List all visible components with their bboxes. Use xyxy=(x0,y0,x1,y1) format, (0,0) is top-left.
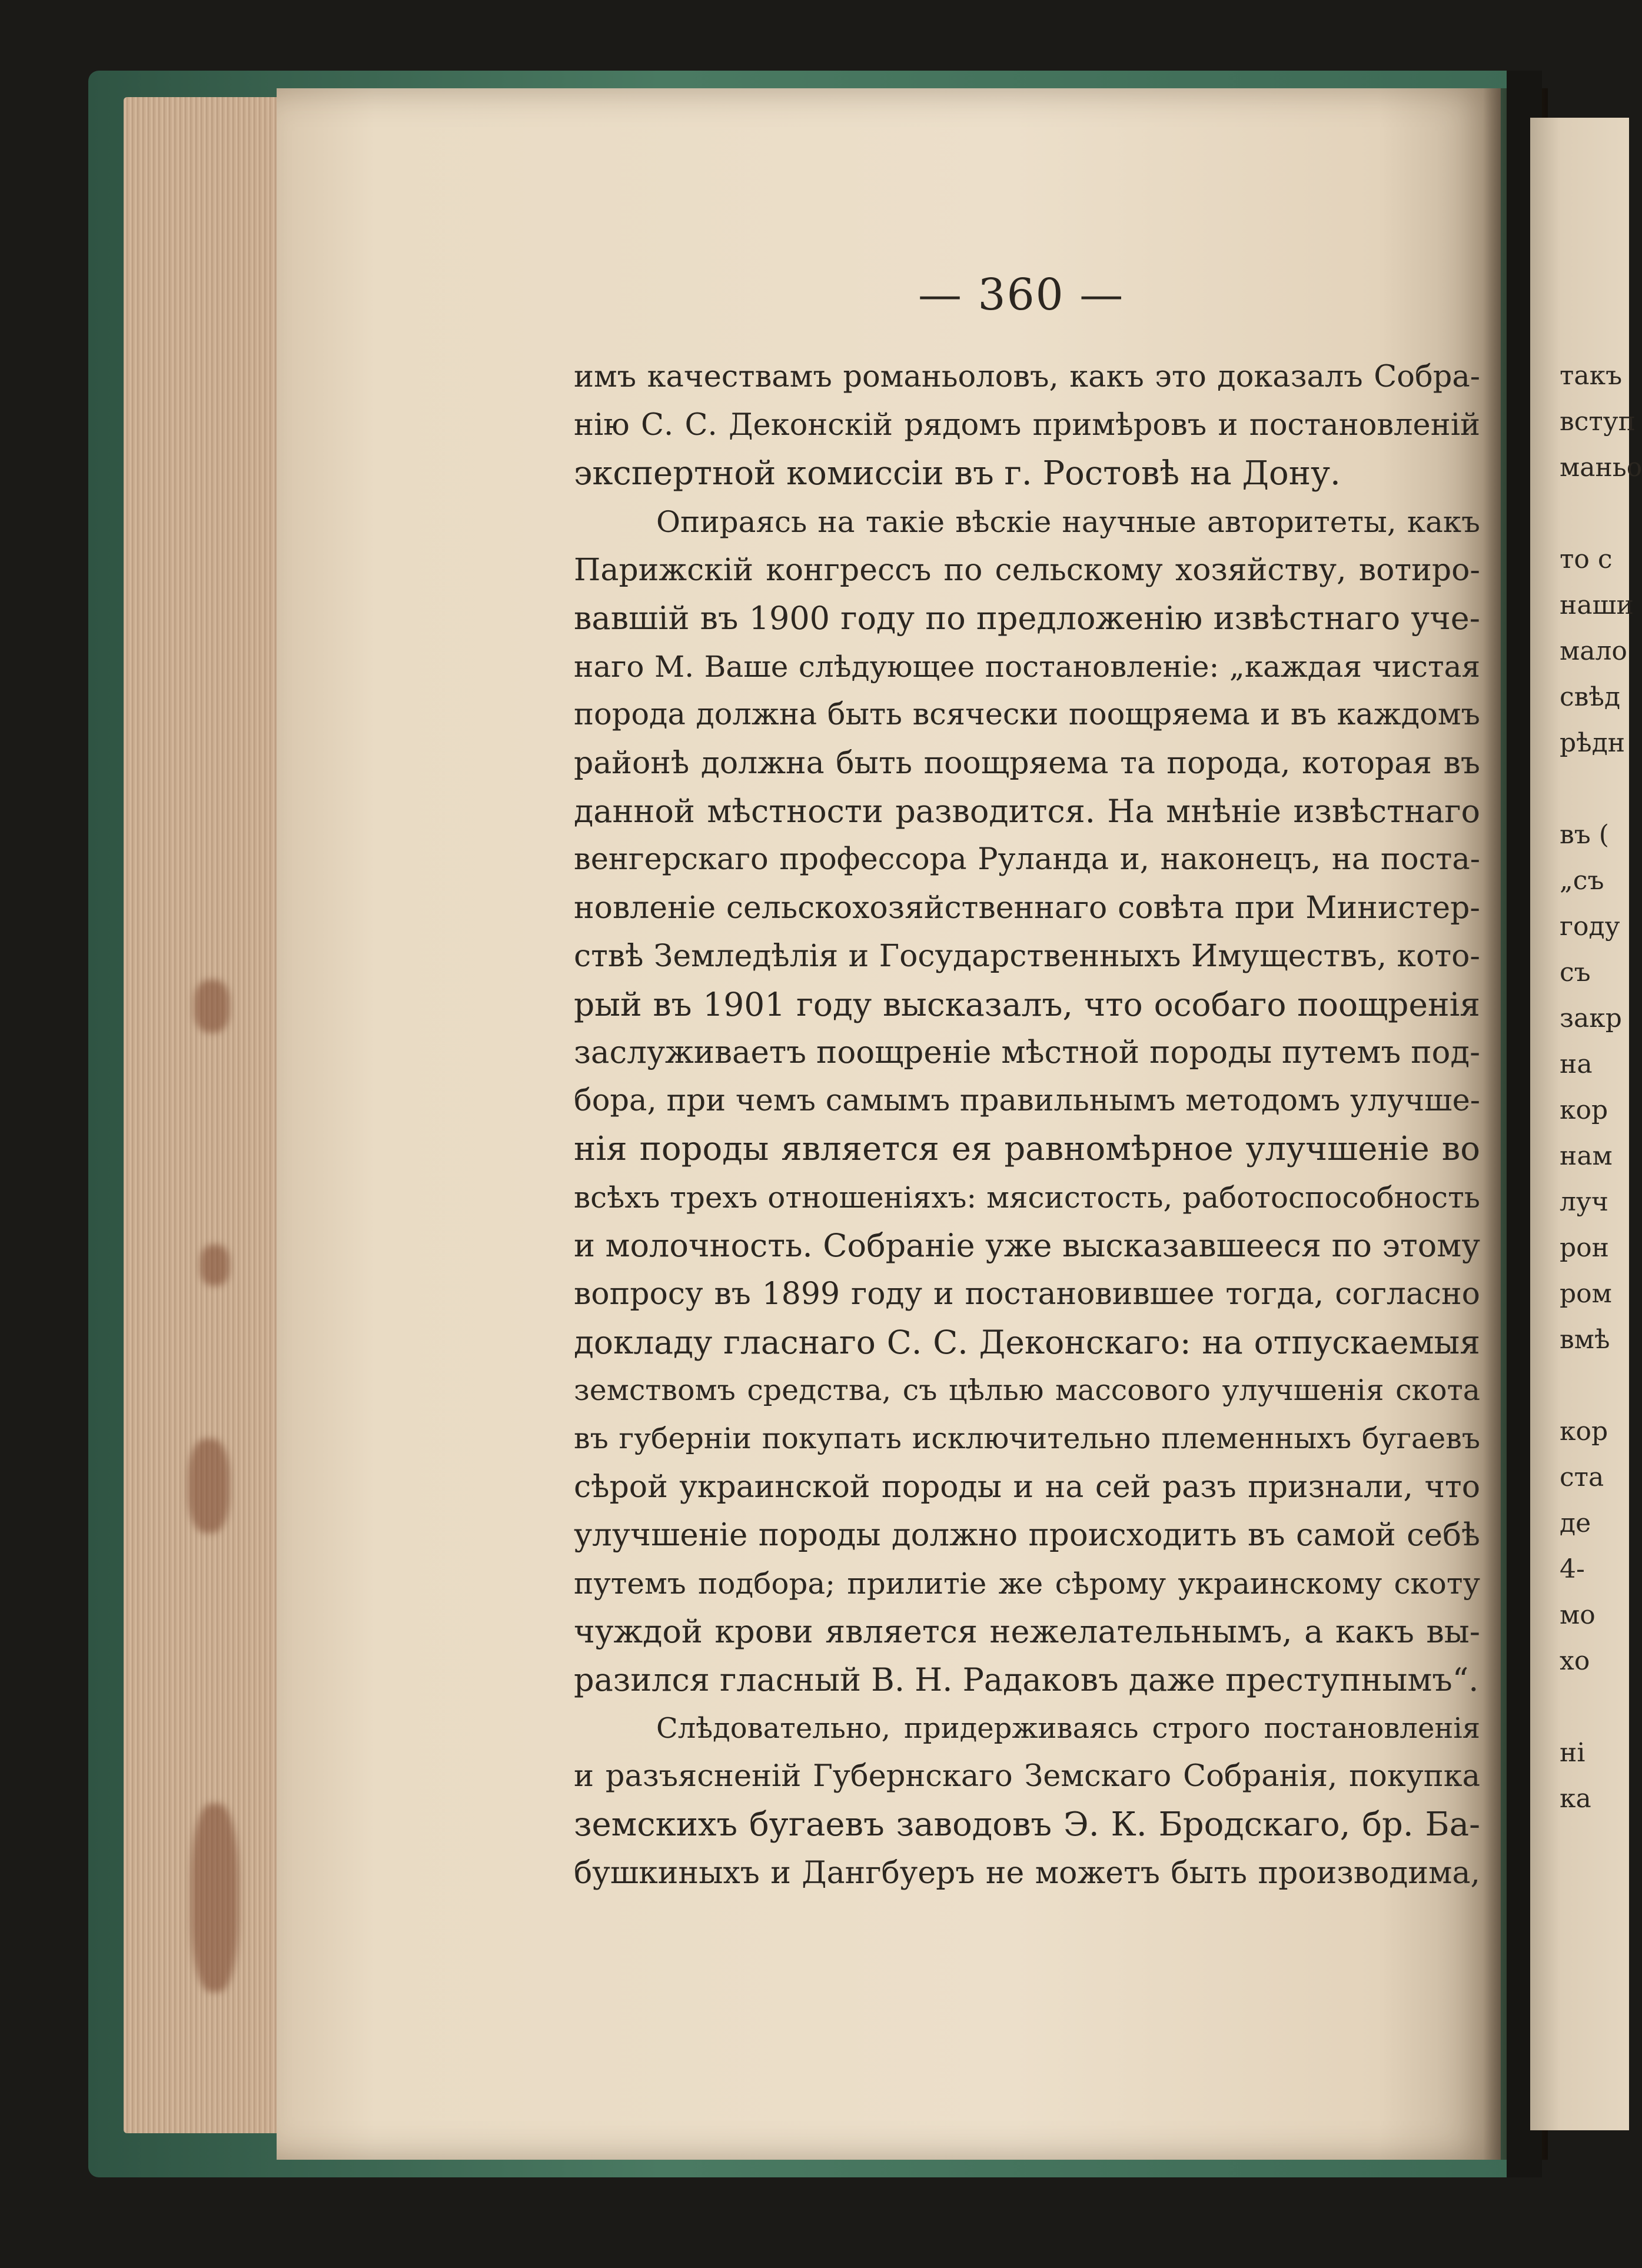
facing-page-line-fragment xyxy=(1560,1363,1629,1409)
text-line: венгерскаго профессора Руланда и, наконецъ, на поста- xyxy=(574,842,1480,877)
text-line: бора, при чемъ самымъ правильнымъ методомъ улучше- xyxy=(574,1083,1480,1118)
text-line: бушкиныхъ и Дангбуеръ не можетъ быть производима, xyxy=(574,1855,1480,1891)
facing-page-line-fragment: рон xyxy=(1560,1233,1609,1263)
facing-page-line-fragment: году xyxy=(1560,912,1620,942)
text-line: районѣ должна быть поощряема та порода, которая въ xyxy=(574,746,1480,781)
text-line: данной мѣстности разводится. На мнѣніе извѣстнаго xyxy=(574,793,1480,830)
facing-page-line-fragment: наши xyxy=(1560,590,1634,620)
text-line: вопросу въ 1899 году и постановившее тогда, согласно xyxy=(574,1276,1480,1312)
text-line: заслуживаетъ поощреніе мѣстной породы путемъ под- xyxy=(574,1035,1480,1070)
edge-stain xyxy=(200,1245,230,1286)
facing-page-line-fragment: маньо xyxy=(1560,453,1642,483)
text-line: сѣрой украинской породы и на сей разъ признали, что xyxy=(574,1469,1480,1505)
facing-page-line-fragment: закр xyxy=(1560,1003,1622,1033)
text-line: и молочность. Собраніе уже высказавшееся по этому xyxy=(574,1227,1480,1264)
facing-page-line-fragment: нам xyxy=(1560,1141,1613,1171)
text-line: докладу гласнаго С. С. Деконскаго: на отпускаемыя xyxy=(574,1323,1480,1361)
text-line: земскихъ бугаевъ заводовъ Э. К. Бродскаго, бр. Ба- xyxy=(574,1805,1480,1844)
facing-page-line-fragment: вмѣ xyxy=(1560,1325,1610,1355)
text-line: Парижскій конгрессъ по сельскому хозяйству, вотиро- xyxy=(574,553,1480,588)
facing-page-line-fragment: луч xyxy=(1560,1187,1608,1217)
page-number: — 360 — xyxy=(918,270,1125,320)
text-line: порода должна быть всячески поощряема и въ каждомъ xyxy=(574,697,1480,732)
text-line: въ губерніи покупать исключительно племенныхъ бугаевъ xyxy=(574,1422,1480,1455)
text-line: новленіе сельскохозяйственнаго совѣта при Министер- xyxy=(574,890,1480,926)
facing-page-line-fragment: ні xyxy=(1560,1738,1586,1768)
facing-page-line-fragment: вступ xyxy=(1560,407,1636,437)
edge-stain xyxy=(191,1804,238,1992)
facing-page-line-fragment: де xyxy=(1560,1508,1591,1538)
facing-page-line-fragment: 4- xyxy=(1560,1554,1585,1584)
text-line: чуждой крови является нежелательнымъ, а какъ вы- xyxy=(574,1613,1480,1650)
facing-page-line-fragment: ка xyxy=(1560,1784,1591,1814)
facing-page-line-fragment: свѣд xyxy=(1560,682,1621,712)
facing-page-line-fragment: мало xyxy=(1560,636,1627,666)
facing-page-line-fragment xyxy=(1560,491,1629,537)
facing-page-line-fragment xyxy=(1560,766,1629,812)
facing-page-line-fragment: то с xyxy=(1560,544,1613,574)
text-line: нія породы является ея равномѣрное улучшеніе во xyxy=(574,1130,1480,1168)
facing-page-line-fragment: кор xyxy=(1560,1095,1608,1125)
text-line: ствѣ Земледѣлія и Государственныхъ Имуществъ, кото- xyxy=(574,939,1480,974)
page-edges xyxy=(124,97,300,2133)
edge-stain xyxy=(194,980,230,1033)
edge-stain xyxy=(188,1439,230,1533)
facing-page-line-fragment: мо xyxy=(1560,1600,1596,1630)
facing-page-line-fragment: „съ xyxy=(1560,866,1604,896)
text-line: путемъ подбора; прилитіе же сѣрому украинскому скоту xyxy=(574,1567,1480,1601)
facing-page-line-fragment: ром xyxy=(1560,1279,1612,1309)
text-line: разился гласный В. Н. Радаковъ даже преступнымъ“. xyxy=(574,1661,1479,1698)
facing-page-line-fragment: рѣдн xyxy=(1560,728,1626,758)
page-body-text xyxy=(574,353,1480,1897)
text-line: рый въ 1901 году высказалъ, что особаго поощренія xyxy=(574,986,1480,1023)
text-line: экспертной комиссіи въ г. Ростовѣ на Дону. xyxy=(574,454,1341,493)
text-line: земствомъ средства, съ цѣлью массового улучшенія скота xyxy=(574,1374,1480,1407)
facing-page-line-fragment: хо xyxy=(1560,1646,1590,1676)
text-line: и разъясненій Губернскаго Земскаго Собранія, покупка xyxy=(574,1759,1480,1794)
text-line: наго М. Ваше слѣдующее постановленіе: „каждая чистая xyxy=(574,650,1480,684)
text-line: всѣхъ трехъ отношеніяхъ: мясистость, работоспособность xyxy=(574,1180,1480,1215)
facing-page-line-fragment: кор xyxy=(1560,1416,1608,1446)
text-line: Слѣдовательно, придерживаясь строго постановленія xyxy=(656,1712,1480,1745)
facing-page-line-fragment: такъ xyxy=(1560,361,1623,391)
facing-page-line-fragment: съ xyxy=(1560,957,1591,987)
facing-page-line-fragment xyxy=(1560,1684,1629,1730)
text-line: имъ качествамъ романьоловъ, какъ это доказалъ Собра- xyxy=(574,360,1480,394)
text-line: нію С. С. Деконскій рядомъ примѣровъ и постановленій xyxy=(574,408,1480,443)
facing-page-text xyxy=(1560,353,1642,1822)
text-line: Опираясь на такіе вѣскіе научные авторитеты, какъ xyxy=(656,505,1480,539)
text-line: улучшеніе породы должно происходить въ самой себѣ xyxy=(574,1517,1480,1553)
text-line: вавшій въ 1900 году по предложенію извѣстнаго уче- xyxy=(574,600,1480,637)
facing-page-line-fragment: ста xyxy=(1560,1462,1604,1492)
facing-page-line-fragment: въ ( xyxy=(1560,820,1609,850)
facing-page-line-fragment: на xyxy=(1560,1049,1593,1079)
